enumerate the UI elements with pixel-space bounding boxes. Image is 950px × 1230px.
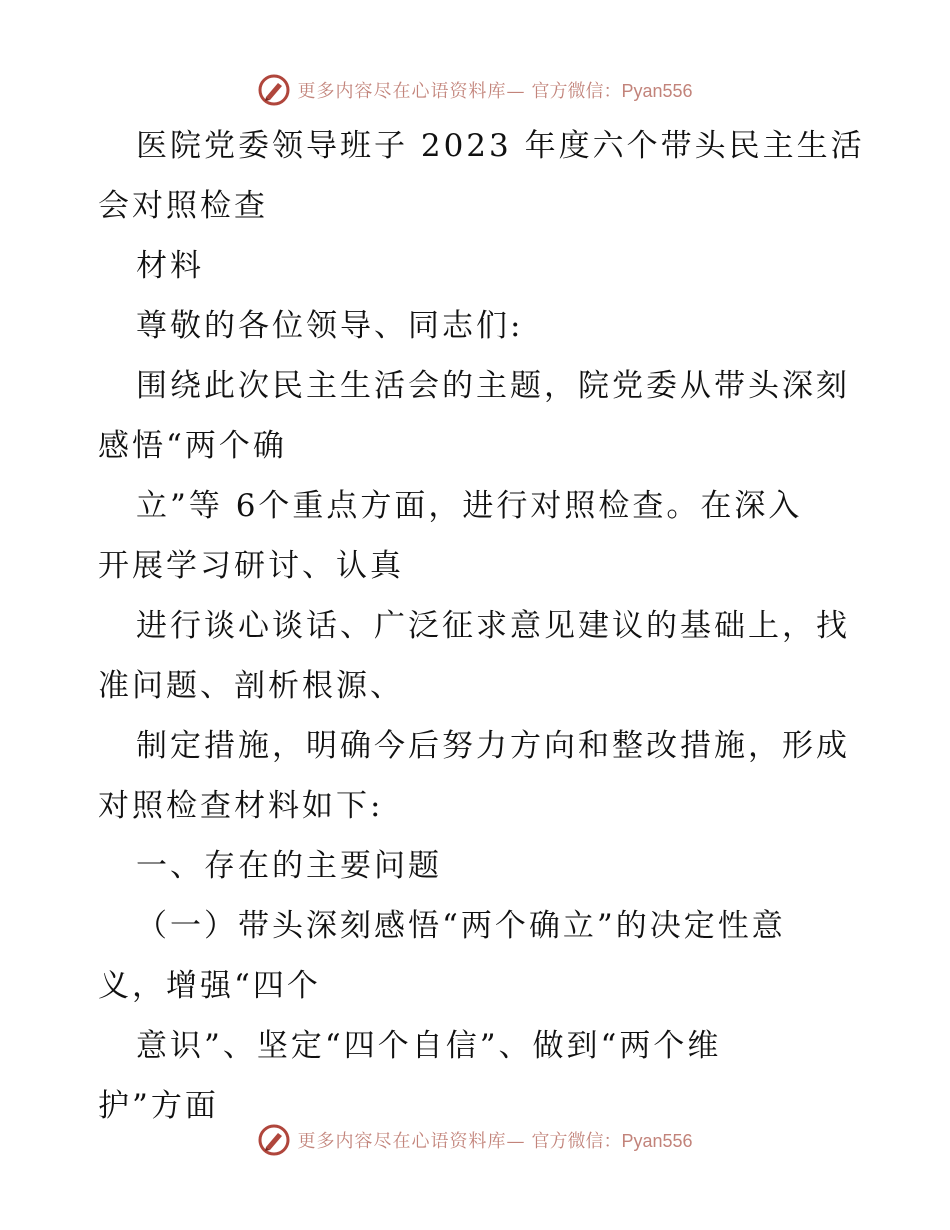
paragraph-line: 感悟“两个确 xyxy=(98,428,287,464)
subsection-heading: （一）带头深刻感悟“两个确立”的决定性意 xyxy=(136,908,786,944)
document-body xyxy=(98,116,865,1136)
paragraph-line: 开展学习研讨、认真 xyxy=(98,548,404,584)
title-line-3: 材料 xyxy=(136,248,204,284)
pen-circle-logo-icon xyxy=(257,73,291,107)
section-heading: 一、存在的主要问题 xyxy=(136,848,442,884)
paragraph-line: 对照检查材料如下: xyxy=(98,788,384,824)
title-line-2: 会对照检查 xyxy=(98,188,268,224)
watermark-contact: 官方微信：Pyan556 xyxy=(531,1131,693,1151)
paragraph-line: 进行谈心谈话、广泛征求意见建议的基础上，找 xyxy=(136,608,850,644)
title-line-1: 医院党委领导班子 2023 年度六个带头民主生活 xyxy=(136,128,865,164)
paragraph-line: 立”等 6个重点方面，进行对照检查。在深入 xyxy=(136,488,803,524)
subsection-heading: 意识”、坚定“四个自信”、做到“两个维 xyxy=(136,1028,722,1064)
watermark-contact: 官方微信：Pyan556 xyxy=(531,81,693,101)
watermark-text: 更多内容尽在心语资料库— xyxy=(297,81,526,102)
header-watermark xyxy=(0,70,950,110)
watermark-text: 更多内容尽在心语资料库— xyxy=(297,1131,526,1152)
subsection-heading: 护”方面 xyxy=(98,1088,219,1124)
paragraph-line: 围绕此次民主生活会的主题，院党委从带头深刻 xyxy=(136,368,850,404)
pen-circle-logo-icon xyxy=(257,1123,291,1157)
salutation: 尊敬的各位领导、同志们: xyxy=(136,308,524,344)
paragraph-line: 制定措施，明确今后努力方向和整改措施，形成 xyxy=(136,728,850,764)
paragraph-line: 准问题、剖析根源、 xyxy=(98,668,404,704)
subsection-heading: 义，增强“四个 xyxy=(98,968,321,1004)
footer-watermark xyxy=(0,1120,950,1160)
